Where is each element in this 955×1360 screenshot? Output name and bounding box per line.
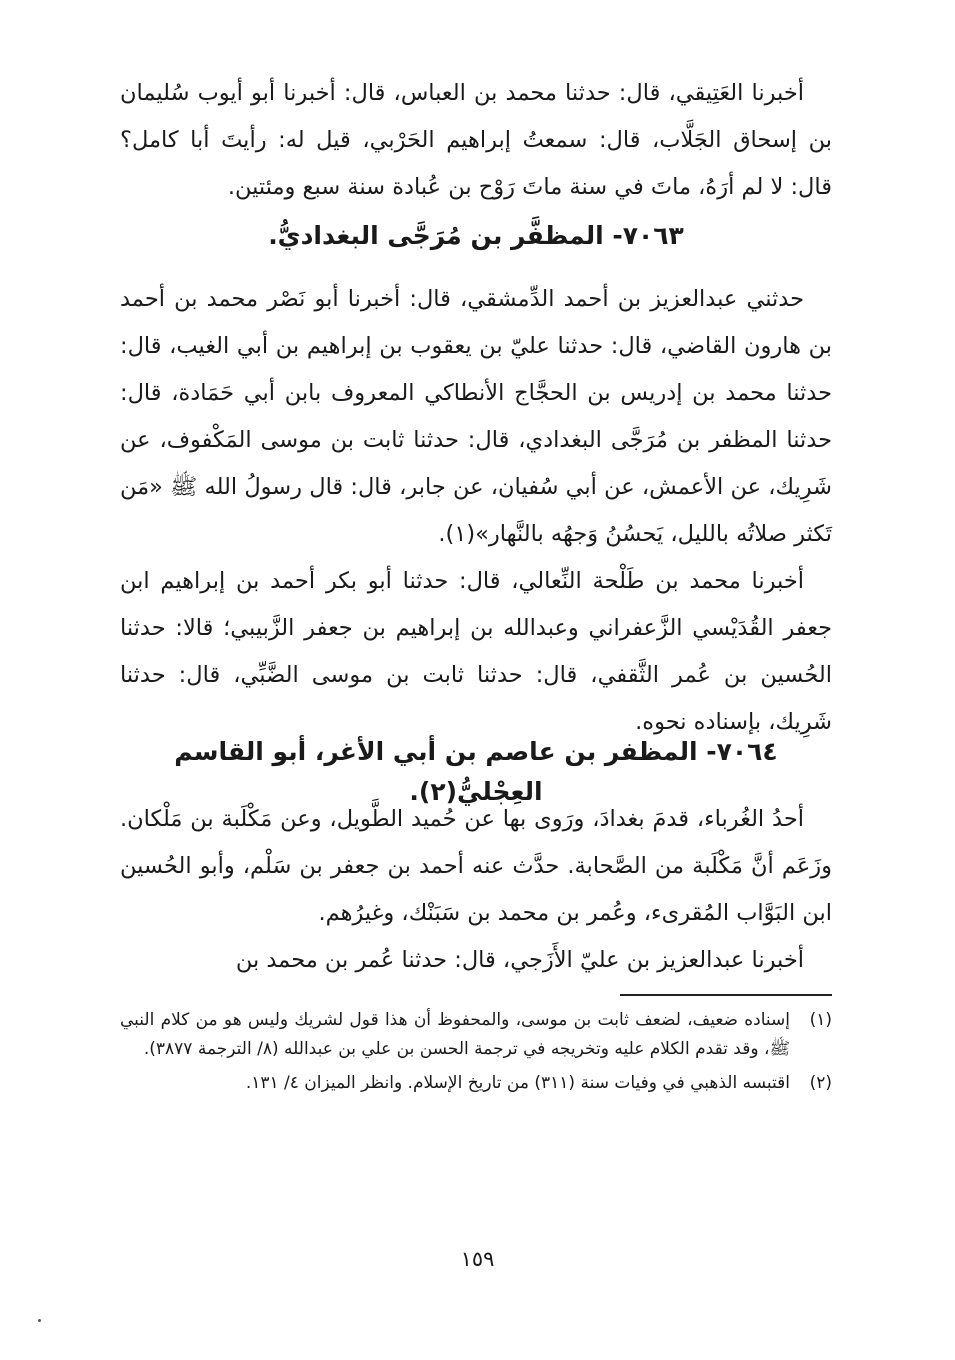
entry-7064-paragraph-2: أخبرنا عبدالعزيز بن عليّ الأَزَجي، قال: حدثنا عُمر بن محمد بن <box>235 947 804 973</box>
footnote-divider <box>620 994 832 996</box>
entry-7064-body <box>120 796 832 984</box>
page-number: ١٥٩ <box>460 1247 495 1271</box>
scan-speck <box>38 1319 41 1322</box>
entry-7063-paragraph-1: حدثني عبدالعزيز بن أحمد الدِّمشقي، قال: أخبرنا أبو نَصْر محمد بن أحمد بن هارون القاضي، قال: حدثنا عليّ بن يعقوب بن إبراهيم بن أبي الغيب، قال: حدثنا محمد بن إدريس بن الحجَّاج الأنطاكي المعروف بابن أبي حَمَادة، قال: حدثنا المظفر بن مُرَجَّى البغدادي، قال: حدثنا ثابت بن موسى المَكْفوف، عن شَرِيك، عن الأعمش، عن أبي سُفيان، عن جابر، قال: قال رسولُ الله ﷺ «مَن تَكثر صلاتُه بالليل، يَحسُنُ وَجهُه بالنَّهار»(١). <box>120 286 832 547</box>
entry-7063-heading: ٧٠٦٣- المظفَّر بن مُرَجَّى البغداديُّ. <box>268 221 684 250</box>
footnote-2-number: (٢) <box>809 1073 832 1093</box>
top-paragraph-block <box>120 70 832 211</box>
top-paragraph: أخبرنا العَتِيقي، قال: حدثنا محمد بن العباس، قال: أخبرنا أبو أيوب سُليمان بن إسحاق الجَلَّاب، قال: سمعتُ إبراهيم الحَرْبي، قيل له: رأيتَ أبا كامل؟ قال: لا لم أرَهُ، ماتَ في سنة ماتَ رَوْح بن عُبادة سنة سبع ومئتين. <box>120 80 832 200</box>
footnote-1-number: (١) <box>809 1010 832 1030</box>
entry-7063-body <box>120 276 832 746</box>
footnotes <box>120 1006 832 1104</box>
footnote-1 <box>120 1006 832 1063</box>
footnote-2 <box>120 1069 832 1098</box>
entry-7063-paragraph-2: أخبرنا محمد بن طَلْحة النِّعالي، قال: حدثنا أبو بكر أحمد بن إبراهيم ابن جعفر القُدَيْسي الزَّعفراني وعبدالله بن إبراهيم بن جعفر الزَّبيبي؛ قالا: حدثنا الحُسين بن عُمر الثَّقفي، قال: حدثنا ثابت بن موسى الضَّبِّي، قال: حدثنا شَرِيك، بإسناده نحوه. <box>120 568 832 735</box>
footnote-1-text: إسناده ضعيف، لضعف ثابت بن موسى، والمحفوظ أن هذا قول لشريك وليس هو من كلام النبي ﷺ، وقد تقدم الكلام عليه وتخريجه في ترجمة الحسن بن علي بن عبدالله (٨/ الترجمة ٣٨٧٧). <box>120 1010 790 1059</box>
footnote-2-text: اقتبسه الذهبي في وفيات سنة (٣١١) من تاريخ الإسلام. وانظر الميزان ٤/ ١٣١. <box>245 1073 790 1093</box>
entry-7064-heading: ٧٠٦٤- المظفر بن عاصم بن أبي الأغر، أبو القاسم العِجْليُّ(٢). <box>174 737 778 806</box>
entry-7064-paragraph-1: أحدُ الغُرباء، قدمَ بغدادَ، ورَوى بها عن حُميد الطَّويل، وعن مَكْلَبة بن مَلْكان. وزَعَم أنَّ مَكْلَبة من الصَّحابة. حدَّث عنه أحمد بن جعفر بن سَلْم، وأبو الحُسين ابن البَوَّاب المُقرىء، وعُمر بن محمد بن سَبَنْك، وغيرُهم. <box>120 806 832 926</box>
